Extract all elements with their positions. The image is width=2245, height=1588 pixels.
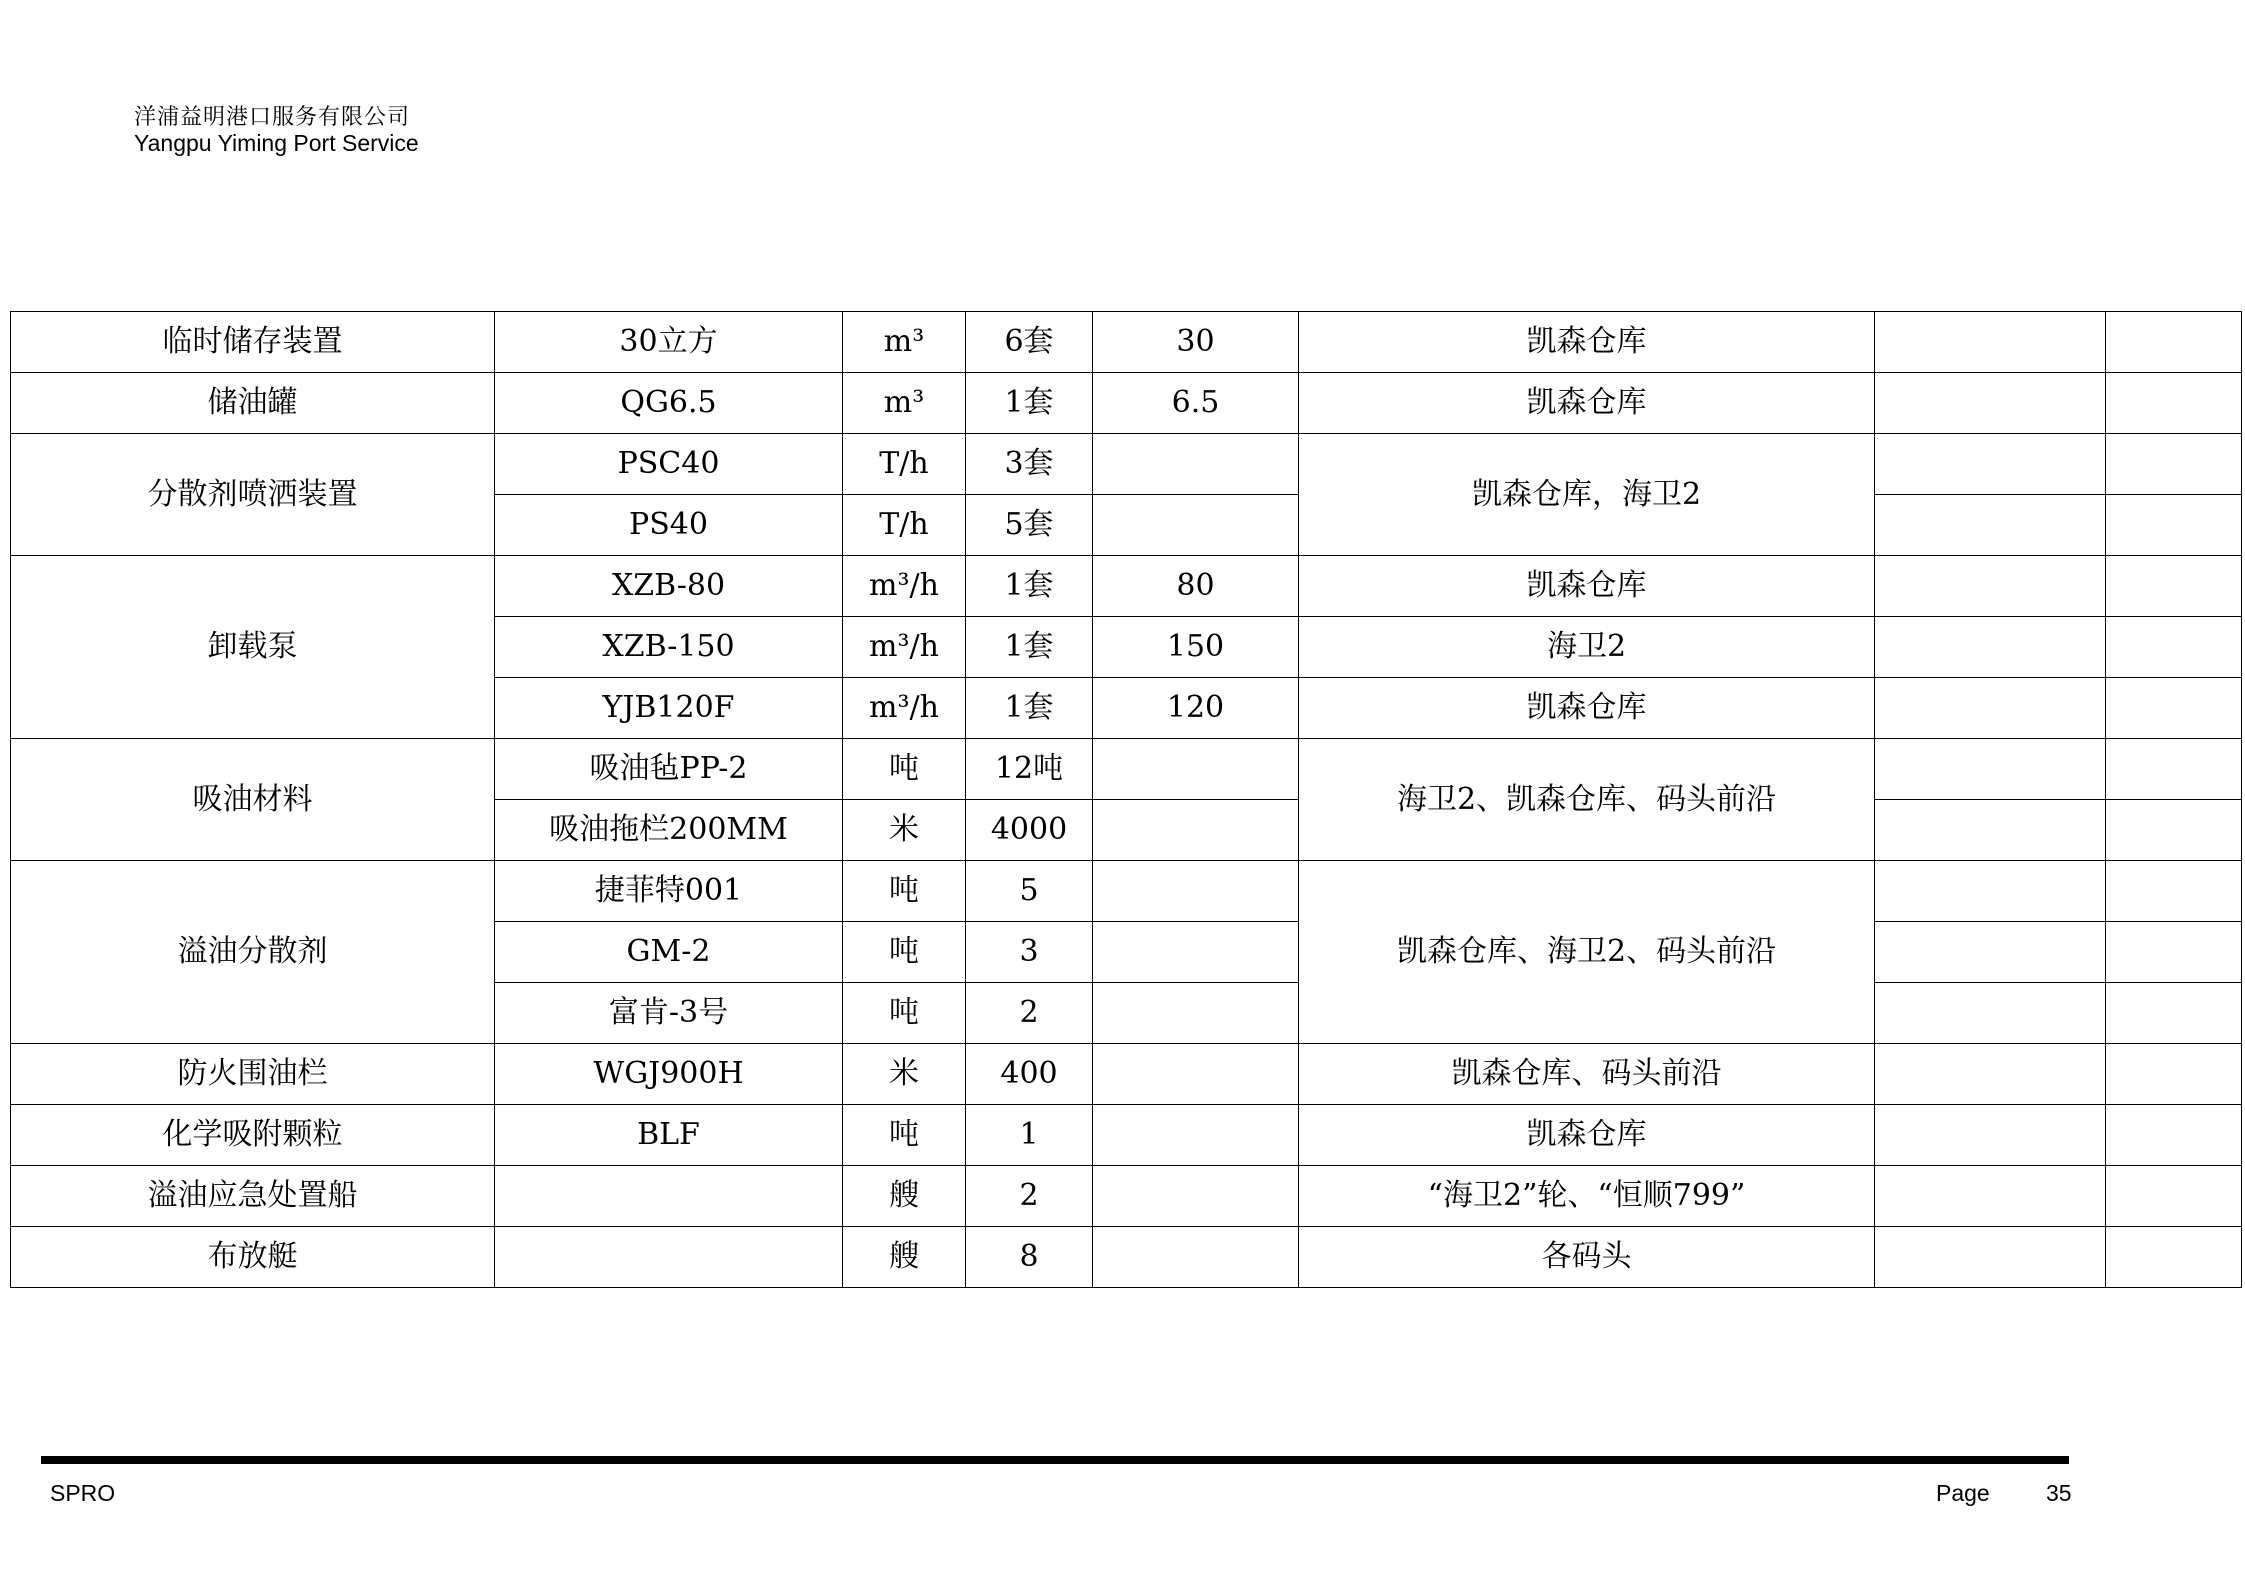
equipment-name: 储油罐 <box>11 373 495 434</box>
equipment-unit: 吨 <box>843 739 966 800</box>
equipment-model: PS40 <box>495 495 843 556</box>
note-cell <box>1875 434 2106 495</box>
equipment-model: 捷菲特001 <box>495 861 843 922</box>
equipment-capacity <box>1093 800 1299 861</box>
equipment-quantity: 2 <box>966 1166 1093 1227</box>
note-cell <box>1875 983 2106 1044</box>
equipment-quantity: 3 <box>966 922 1093 983</box>
table-row <box>11 434 2242 495</box>
equipment-unit: 艘 <box>843 1227 966 1288</box>
footer-left-text: SPRO <box>50 1480 116 1506</box>
equipment-location: 凯森仓库 <box>1299 1105 1875 1166</box>
note-cell <box>2106 1044 2242 1105</box>
equipment-quantity: 1套 <box>966 556 1093 617</box>
table-row <box>11 1166 2242 1227</box>
note-cell <box>1875 1227 2106 1288</box>
equipment-model: XZB-80 <box>495 556 843 617</box>
equipment-table <box>10 311 2242 1288</box>
note-cell <box>2106 495 2242 556</box>
equipment-model: QG6.5 <box>495 373 843 434</box>
equipment-name: 卸载泵 <box>11 556 495 739</box>
equipment-quantity: 5套 <box>966 495 1093 556</box>
equipment-model: 30立方 <box>495 312 843 373</box>
equipment-model <box>495 1166 843 1227</box>
equipment-quantity: 1套 <box>966 678 1093 739</box>
note-cell <box>2106 1166 2242 1227</box>
equipment-unit: T/h <box>843 434 966 495</box>
note-cell <box>2106 312 2242 373</box>
equipment-capacity: 150 <box>1093 617 1299 678</box>
equipment-model: XZB-150 <box>495 617 843 678</box>
table-row <box>11 1105 2242 1166</box>
note-cell <box>2106 1105 2242 1166</box>
equipment-location: 凯森仓库 <box>1299 373 1875 434</box>
equipment-quantity: 12吨 <box>966 739 1093 800</box>
equipment-capacity <box>1093 739 1299 800</box>
note-cell <box>2106 861 2242 922</box>
equipment-unit: m³ <box>843 373 966 434</box>
equipment-location: 各码头 <box>1299 1227 1875 1288</box>
note-cell <box>1875 739 2106 800</box>
equipment-capacity <box>1093 1044 1299 1105</box>
note-cell <box>2106 678 2242 739</box>
equipment-capacity: 6.5 <box>1093 373 1299 434</box>
equipment-location: 凯森仓库 <box>1299 678 1875 739</box>
note-cell <box>1875 800 2106 861</box>
equipment-model: 吸油毡PP-2 <box>495 739 843 800</box>
table-row <box>11 312 2242 373</box>
table-row <box>11 373 2242 434</box>
equipment-quantity: 8 <box>966 1227 1093 1288</box>
table-row <box>11 1044 2242 1105</box>
note-cell <box>2106 922 2242 983</box>
equipment-quantity: 5 <box>966 861 1093 922</box>
equipment-unit: 吨 <box>843 861 966 922</box>
equipment-unit: 吨 <box>843 1105 966 1166</box>
equipment-capacity <box>1093 495 1299 556</box>
note-cell <box>1875 922 2106 983</box>
equipment-unit: m³ <box>843 312 966 373</box>
table-row <box>11 1227 2242 1288</box>
note-cell <box>1875 312 2106 373</box>
equipment-model: PSC40 <box>495 434 843 495</box>
company-name-en: Yangpu Yiming Port Service <box>134 130 419 156</box>
equipment-name: 临时储存装置 <box>11 312 495 373</box>
equipment-location: 海卫2、凯森仓库、码头前沿 <box>1299 739 1875 861</box>
footer-rule <box>41 1456 2069 1464</box>
equipment-unit: 米 <box>843 800 966 861</box>
equipment-quantity: 2 <box>966 983 1093 1044</box>
note-cell <box>2106 1227 2242 1288</box>
table-row <box>11 861 2242 922</box>
note-cell <box>1875 617 2106 678</box>
equipment-quantity: 400 <box>966 1044 1093 1105</box>
note-cell <box>2106 373 2242 434</box>
equipment-model <box>495 1227 843 1288</box>
equipment-capacity <box>1093 983 1299 1044</box>
equipment-model: 吸油拖栏200MM <box>495 800 843 861</box>
equipment-capacity <box>1093 861 1299 922</box>
equipment-name: 溢油分散剂 <box>11 861 495 1044</box>
equipment-capacity: 80 <box>1093 556 1299 617</box>
equipment-name: 吸油材料 <box>11 739 495 861</box>
note-cell <box>1875 1105 2106 1166</box>
equipment-name: 布放艇 <box>11 1227 495 1288</box>
equipment-location: 凯森仓库，海卫2 <box>1299 434 1875 556</box>
equipment-model: GM-2 <box>495 922 843 983</box>
note-cell <box>1875 1166 2106 1227</box>
equipment-unit: m³/h <box>843 556 966 617</box>
equipment-capacity <box>1093 1227 1299 1288</box>
footer-page-label: Page <box>1936 1480 1990 1506</box>
note-cell <box>2106 800 2242 861</box>
note-cell <box>1875 373 2106 434</box>
equipment-unit: m³/h <box>843 678 966 739</box>
equipment-unit: T/h <box>843 495 966 556</box>
note-cell <box>2106 983 2242 1044</box>
note-cell <box>1875 556 2106 617</box>
equipment-location: 海卫2 <box>1299 617 1875 678</box>
note-cell <box>2106 434 2242 495</box>
equipment-unit: m³/h <box>843 617 966 678</box>
equipment-model: YJB120F <box>495 678 843 739</box>
note-cell <box>1875 495 2106 556</box>
equipment-capacity <box>1093 922 1299 983</box>
equipment-quantity: 1套 <box>966 617 1093 678</box>
equipment-unit: 米 <box>843 1044 966 1105</box>
equipment-location: 凯森仓库、海卫2、码头前沿 <box>1299 861 1875 1044</box>
equipment-capacity <box>1093 1105 1299 1166</box>
table-row <box>11 739 2242 800</box>
note-cell <box>2106 739 2242 800</box>
table-row <box>11 556 2242 617</box>
footer-page-number: 35 <box>2046 1480 2072 1506</box>
note-cell <box>2106 617 2242 678</box>
equipment-quantity: 1 <box>966 1105 1093 1166</box>
equipment-capacity: 120 <box>1093 678 1299 739</box>
equipment-quantity: 1套 <box>966 373 1093 434</box>
equipment-model: BLF <box>495 1105 843 1166</box>
equipment-unit: 艘 <box>843 1166 966 1227</box>
note-cell <box>1875 678 2106 739</box>
equipment-unit: 吨 <box>843 983 966 1044</box>
equipment-name: 溢油应急处置船 <box>11 1166 495 1227</box>
equipment-name: 分散剂喷洒装置 <box>11 434 495 556</box>
equipment-capacity: 30 <box>1093 312 1299 373</box>
note-cell <box>1875 1044 2106 1105</box>
equipment-name: 防火围油栏 <box>11 1044 495 1105</box>
note-cell <box>2106 556 2242 617</box>
equipment-location: “海卫2”轮、“恒顺799” <box>1299 1166 1875 1227</box>
equipment-capacity <box>1093 1166 1299 1227</box>
equipment-quantity: 4000 <box>966 800 1093 861</box>
company-name-cn: 洋浦益明港口服务有限公司 <box>134 105 411 130</box>
equipment-quantity: 6套 <box>966 312 1093 373</box>
equipment-model: 富肯-3号 <box>495 983 843 1044</box>
equipment-name: 化学吸附颗粒 <box>11 1105 495 1166</box>
equipment-capacity <box>1093 434 1299 495</box>
equipment-location: 凯森仓库、码头前沿 <box>1299 1044 1875 1105</box>
equipment-location: 凯森仓库 <box>1299 312 1875 373</box>
equipment-location: 凯森仓库 <box>1299 556 1875 617</box>
note-cell <box>1875 861 2106 922</box>
equipment-unit: 吨 <box>843 922 966 983</box>
equipment-quantity: 3套 <box>966 434 1093 495</box>
equipment-model: WGJ900H <box>495 1044 843 1105</box>
